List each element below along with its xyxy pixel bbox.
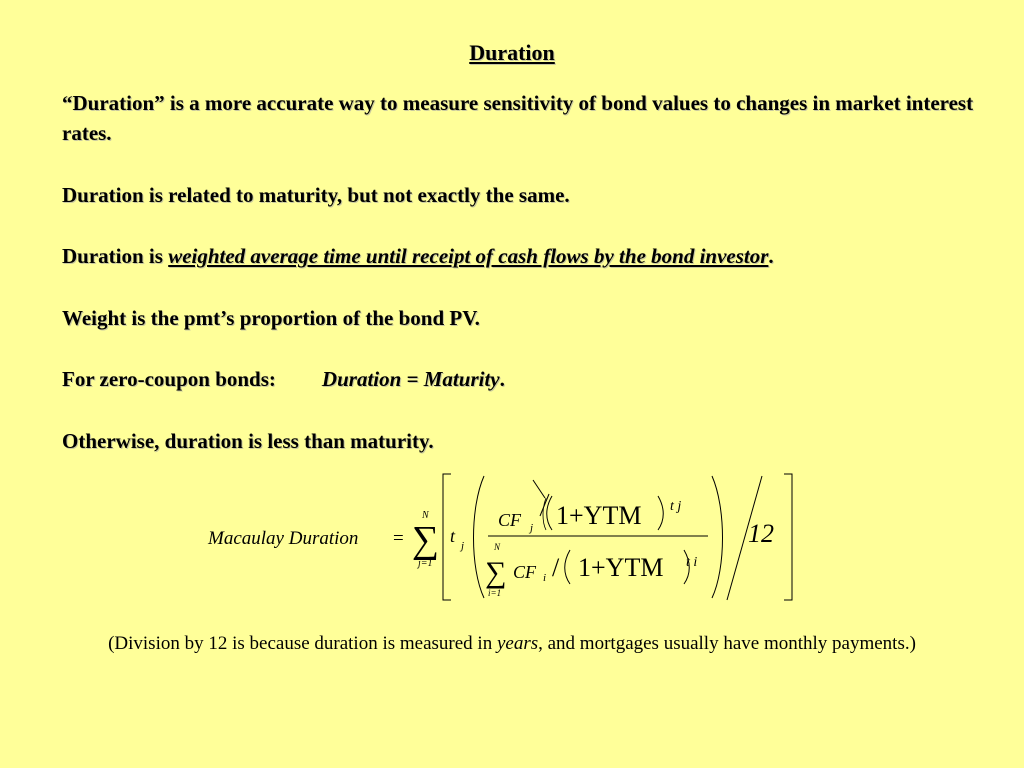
formula-lhs: Macaulay Duration <box>208 528 359 549</box>
inner-sum-lower: i=1 <box>488 588 502 598</box>
outer-sum-lower: j=1 <box>418 558 433 569</box>
paragraph-otherwise: Otherwise, duration is less than maturity. <box>62 429 434 453</box>
outer-sum-symbol: ∑ <box>412 519 440 561</box>
paragraph-duration-maturity: Duration is related to maturity, but not exactly the same. <box>62 183 570 207</box>
footnote-suffix: , and mortgages usually have monthly payments.) <box>538 633 916 654</box>
inner-sum-upper: N <box>494 542 501 552</box>
paragraph-zero-coupon <box>62 364 982 394</box>
outer-sum-upper: N <box>422 510 429 521</box>
macaulay-duration-formula <box>200 468 800 608</box>
p3-suffix: . <box>768 244 774 268</box>
numerator-cf-sub-j: j <box>530 522 534 534</box>
paragraph-weighted-average <box>62 241 982 271</box>
footnote-prefix: (Division by 12 is because duration is measured in <box>108 633 497 654</box>
denominator-cf: CF <box>513 562 537 582</box>
formula-divisor: 12 <box>748 519 774 548</box>
formula-t-sub-j: j <box>461 540 465 552</box>
footnote-emphasis: years <box>496 633 539 654</box>
p5-label: For zero-coupon bonds: <box>62 367 276 391</box>
paragraph-weight: Weight is the pmt’s proportion of the bond PV. <box>62 306 480 330</box>
formula-equals: = <box>393 528 404 549</box>
numerator-ytm: 1+YTM <box>556 501 642 530</box>
denominator-exponent: t i <box>686 555 698 570</box>
footnote <box>60 630 964 658</box>
denominator-slash: / <box>552 553 560 582</box>
denominator-ytm: 1+YTM <box>578 553 664 582</box>
slide-title: Duration <box>469 40 555 65</box>
paragraph-duration-definition: “Duration” is a more accurate way to measure sensitivity of bond values to changes in market interest rates. <box>62 91 974 145</box>
denominator-cf-sub-i: i <box>543 572 547 584</box>
p5-emphasis: Duration = Maturity <box>321 367 500 391</box>
p3-prefix: Duration is <box>62 244 169 268</box>
numerator-exponent: t j <box>670 499 682 514</box>
formula-t: t <box>450 526 456 546</box>
numerator-cf: CF <box>498 510 522 530</box>
inner-sum-symbol: ∑ <box>485 556 507 589</box>
p3-emphasis: weighted average time until receipt of cash flows by the bond investor <box>168 244 769 268</box>
p5-suffix: . <box>499 367 505 391</box>
